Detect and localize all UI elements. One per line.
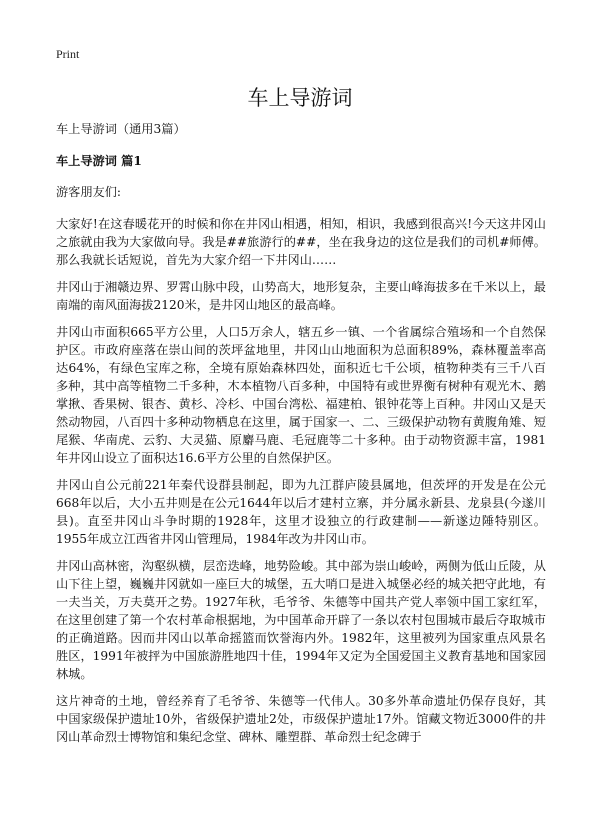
print-link[interactable]: Print: [56, 47, 80, 61]
paragraph-geography: 井冈山于湘赣边界、罗霄山脉中段，山势高大，地形复杂，主要山峰海拔多在千米以上，最南端的南风面海拔2120米，是井冈山地区的最高峰。: [56, 280, 546, 312]
paragraph-history: 井冈山自公元前221年秦代设群县制起，即为九江群庐陵县属地，但茨坪的开发是在公元668年以后，大小五井则是在公元1644年以后才建村立寨，并分属永新县、龙泉县(今遂川县)。直至井冈山斗争时期的1928年，这里才设独立的行政建制——新遂边陲特别区。1955年成立江西省井冈山管理局，1984年改为井冈山市。: [56, 478, 546, 546]
document-body: [56, 120, 546, 755]
paragraph-area-ecology: 井冈山市面积665平方公里，人口5万余人，辖五乡一镇、一个省属综合殖场和一个自然保护区。市政府座落在崇山间的茨坪盆地里，井冈山山地面积为总面积89%，森林覆盖率高达64%，有绿色宝库之称，全境有原始森林四处，面积近七千公顷，植物种类有三千八百多种，其中高等植物二千多种，木本植物八百多种，中国特有或世界衡有树种有观光木、鹅掌揪、香果树、银杏、黄杉、冷杉、中国台湾松、福建柏、银钟花等上百种。井冈山又是天然动物园，八百四十多种动物栖息在这里，属于国家一、二、三级保护动物有黄腹角雉、短尾猴、华南虎、云豹、大灵猫、原麝马鹿、毛冠鹿等二十多种。由于动物资源丰富，1981年井冈山设立了面积达16.6平方公里的自然保护区。: [56, 325, 546, 465]
paragraph-revolution: 井冈山高林密，沟壑纵横，层峦迭峰，地势险峻。其中部为崇山峻岭，两侧为低山丘陵，从山下往上望，巍巍井冈就如一座巨大的城堡，五大哨口是进入城堡必经的城关把守此地，有一夫当关，万夫莫开之势。1927年秋，毛爷爷、朱德等中国共产党人率领中国工家红军，在这里创建了第一个农村革命根据地，为中国革命开辟了一条以农村包围城市最后夺取城市的正确道路。因而井冈山以革命摇篮而饮誉海内外。1982年，这里被列为国家重点风景名胜区，1991年被抨为中国旅游胜地四十佳，1994年又定为全国爱国主义教育基地和国家园林城。: [56, 559, 546, 681]
page-title: 车上导游词: [247, 86, 353, 110]
section-heading: 车上导游词 篇1: [56, 154, 142, 168]
paragraph-heritage: 这片神奇的土地，曾经养育了毛爷爷、朱德等一代伟人。30多外革命遗址仍保存良好，其中国家级保护遗址10外，省级保护遗址2处，市级保护遗址17外。馆藏文物近3000件的井冈山革命烈士博物馆和集纪念堂、碑林、雕塑群、革命烈士纪念碑于: [56, 694, 546, 744]
greeting-line: 游客朋友们:: [56, 185, 122, 199]
paragraph-intro: 大家好!在这春暖花开的时候和你在井冈山相遇，相知，相识，我感到很高兴!今天这井冈山之旅就由我为大家做向导。我是##旅游行的##，坐在我身边的这位是我们的司机#师傅。那么我就长话短说，首先为大家介绍一下井冈山……: [56, 217, 546, 267]
document-subtitle: 车上导游词（通用3篇）: [56, 122, 186, 136]
